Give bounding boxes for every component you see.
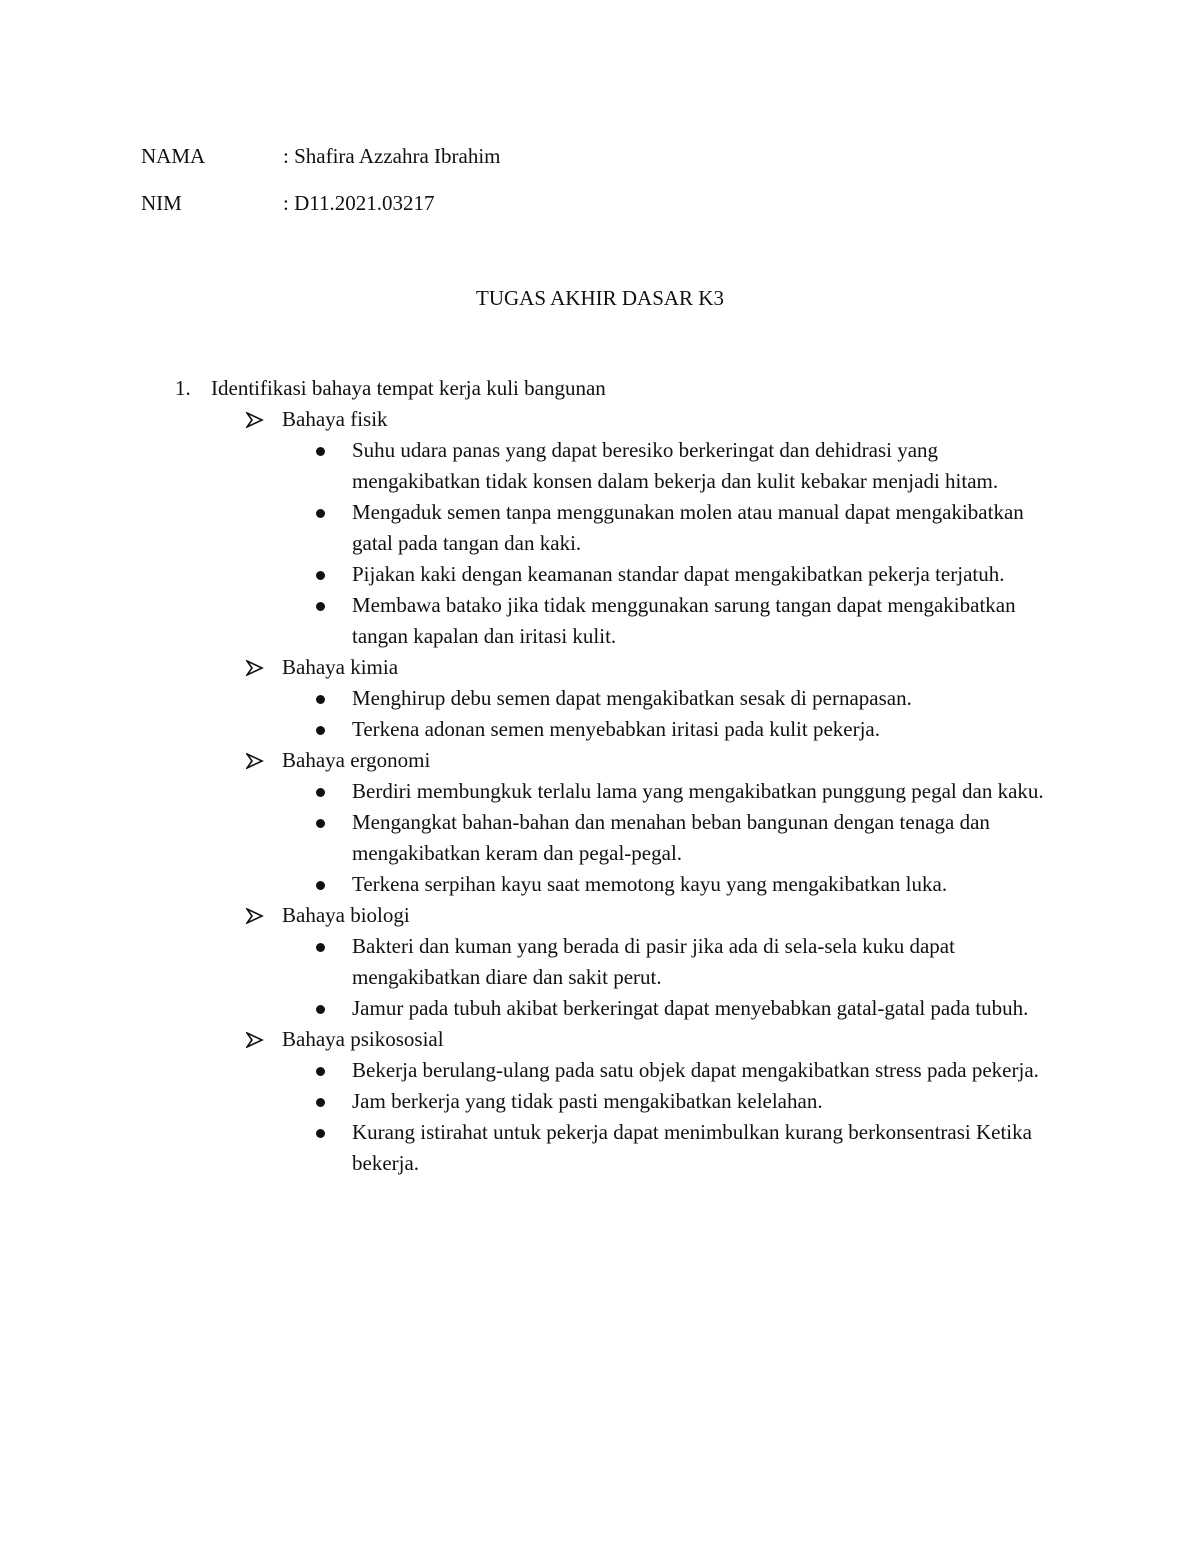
- list-item-text: Kurang istirahat untuk pekerja dapat menimbulkan kurang berkonsentrasi Ketika bekerja.: [352, 1120, 1032, 1175]
- category-label: Bahaya biologi: [282, 903, 410, 927]
- category-label: Bahaya psikososial: [282, 1027, 444, 1051]
- bullet-dot-icon: [316, 1098, 325, 1107]
- list-item: [0, 559, 1052, 590]
- bullet-dot-icon: [316, 695, 325, 704]
- list-item-text: Terkena serpihan kayu saat memotong kayu yang mengakibatkan luka.: [352, 872, 948, 896]
- bullet-dot-icon: [316, 788, 325, 797]
- list-item: [0, 993, 1052, 1024]
- nim-label: NIM: [141, 191, 182, 215]
- list-item-text: Jam berkerja yang tidak pasti mengakibatkan kelelahan.: [352, 1089, 823, 1113]
- list-item: [0, 1086, 1052, 1117]
- list-item: [0, 776, 1052, 807]
- list-item: [0, 1055, 1052, 1086]
- arrow-bullet-icon: [246, 652, 268, 683]
- list-item-text: Suhu udara panas yang dapat beresiko berkeringat dan dehidrasi yang mengakibatkan tidak konsen dalam bekerja dan kulit kebakar menjadi hitam.: [352, 438, 999, 493]
- section-heading: [0, 373, 1200, 404]
- list-item-text: Bekerja berulang-ulang pada satu objek dapat mengakibatkan stress pada pekerja.: [352, 1058, 1039, 1082]
- list-item-text: Menghirup debu semen dapat mengakibatkan sesak di pernapasan.: [352, 686, 912, 710]
- list-item-text: Berdiri membungkuk terlalu lama yang mengakibatkan punggung pegal dan kaku.: [352, 779, 1044, 803]
- bullet-dot-icon: [316, 1129, 325, 1138]
- category-bahaya-fisik: [0, 404, 1200, 435]
- list-item: [0, 807, 1052, 869]
- category-label: Bahaya fisik: [282, 407, 388, 431]
- list-item-text: Pijakan kaki dengan keamanan standar dapat mengakibatkan pekerja terjatuh.: [352, 562, 1005, 586]
- bullet-dot-icon: [316, 943, 325, 952]
- bullet-dot-icon: [316, 819, 325, 828]
- list-item-text: Mengaduk semen tanpa menggunakan molen atau manual dapat mengakibatkan gatal pada tangan dan kaki.: [352, 500, 1024, 555]
- list-item: [0, 497, 1052, 559]
- nim-value: : D11.2021.03217: [283, 191, 435, 215]
- category-bahaya-psikososial: [0, 1024, 1200, 1055]
- list-item: [0, 1117, 1052, 1179]
- section-heading-text: Identifikasi bahaya tempat kerja kuli bangunan: [211, 376, 606, 400]
- category-bahaya-biologi: [0, 900, 1200, 931]
- bullet-dot-icon: [316, 726, 325, 735]
- arrow-bullet-icon: [246, 1024, 268, 1055]
- arrow-bullet-icon: [246, 900, 268, 931]
- list-item-text: Mengangkat bahan-bahan dan menahan beban bangunan dengan tenaga dan mengakibatkan keram dan pegal-pegal.: [352, 810, 990, 865]
- category-list: [0, 404, 1200, 1179]
- document-title: TUGAS AKHIR DASAR K3: [476, 286, 724, 310]
- name-row: [141, 141, 501, 171]
- name-value: : Shafira Azzahra Ibrahim: [283, 144, 501, 168]
- category-label: Bahaya ergonomi: [282, 748, 431, 772]
- bullet-dot-icon: [316, 447, 325, 456]
- list-item-text: Jamur pada tubuh akibat berkeringat dapat menyebabkan gatal-gatal pada tubuh.: [352, 996, 1029, 1020]
- category-bahaya-kimia: [0, 652, 1200, 683]
- bullet-dot-icon: [316, 1005, 325, 1014]
- bullet-dot-icon: [316, 881, 325, 890]
- list-item: [0, 931, 1052, 993]
- document-content: [0, 373, 1200, 1179]
- list-item: [0, 869, 1052, 900]
- arrow-bullet-icon: [246, 745, 268, 776]
- bullet-dot-icon: [316, 509, 325, 518]
- section-number: 1.: [175, 376, 191, 400]
- list-item-text: Membawa batako jika tidak menggunakan sarung tangan dapat mengakibatkan tangan kapalan dan iritasi kulit.: [352, 593, 1016, 648]
- category-bahaya-ergonomi: [0, 745, 1200, 776]
- nim-row: [141, 188, 434, 218]
- list-item: [0, 683, 1052, 714]
- arrow-bullet-icon: [246, 404, 268, 435]
- list-item: [0, 590, 1052, 652]
- bullet-dot-icon: [316, 571, 325, 580]
- bullet-dot-icon: [316, 1067, 325, 1076]
- list-item: [0, 714, 1052, 745]
- name-label: NAMA: [141, 144, 206, 168]
- category-label: Bahaya kimia: [282, 655, 399, 679]
- list-item-text: Terkena adonan semen menyebabkan iritasi pada kulit pekerja.: [352, 717, 880, 741]
- list-item: [0, 435, 1052, 497]
- bullet-dot-icon: [316, 602, 325, 611]
- list-item-text: Bakteri dan kuman yang berada di pasir jika ada di sela-sela kuku dapat mengakibatkan diare dan sakit perut.: [352, 934, 955, 989]
